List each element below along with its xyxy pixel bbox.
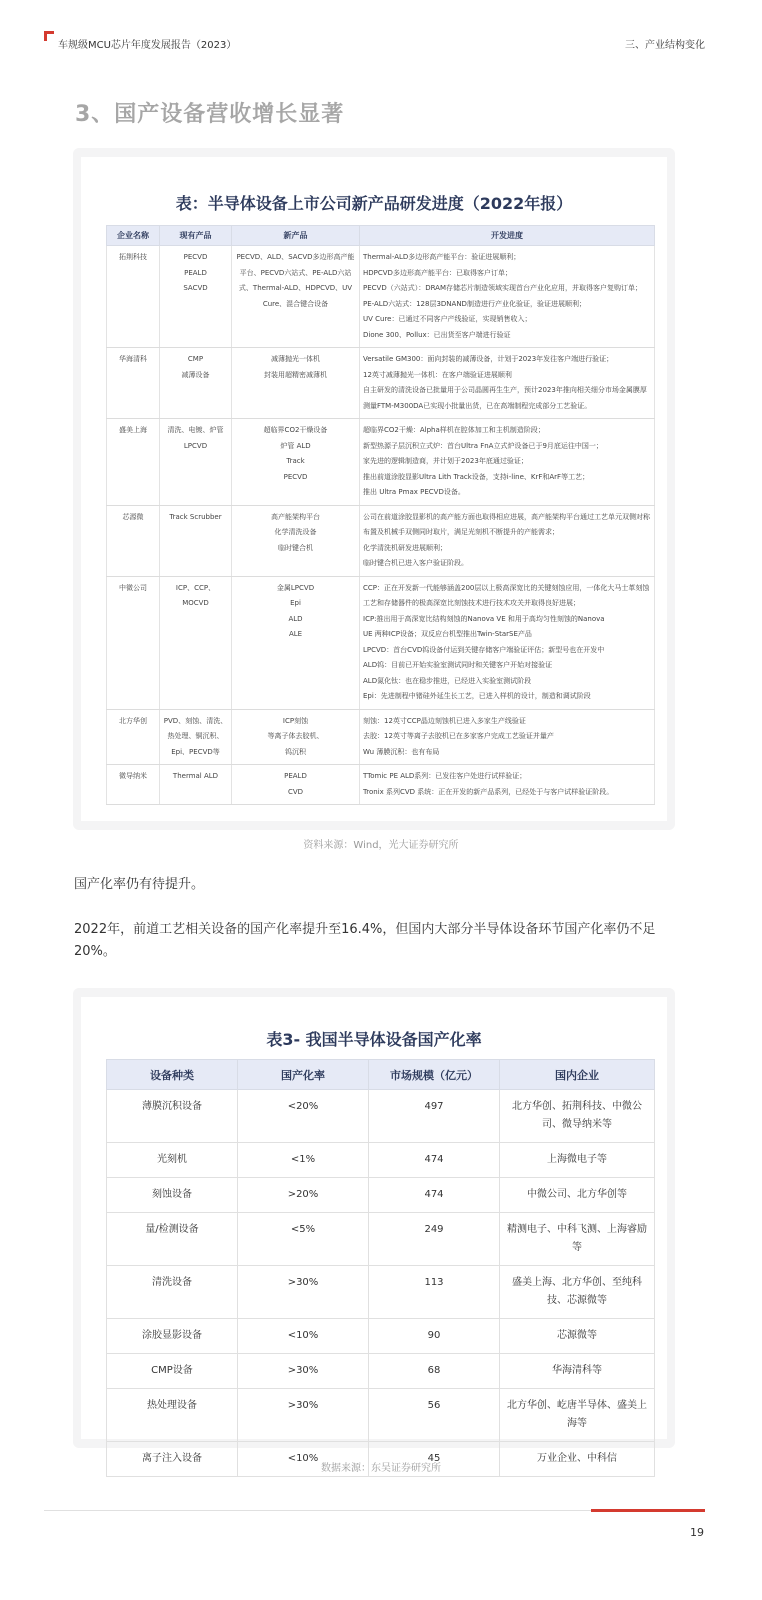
table1-panel xyxy=(81,157,667,821)
table3-card xyxy=(73,988,675,1464)
progress-line: ALD氮化钛：也在稳步推进，已经进入实验室测试阶段 xyxy=(363,676,532,685)
progress-line: UV Cure：已通过不同客户产线验证，实现销售收入； xyxy=(363,315,532,323)
equipment-type-cell: 热处理设备 xyxy=(107,1389,238,1442)
table3-col-rate: 国产化率 xyxy=(238,1060,369,1090)
new-product: Track xyxy=(286,457,305,465)
existing-product: 清洗、电镀、炉管LPCVD xyxy=(167,426,224,450)
progress-line: Versatile GM300：面向封装的减薄设备，计划于2023年发往客户端进行验证； xyxy=(363,355,614,363)
new-product: ALE xyxy=(288,630,303,638)
localization-rate-cell: <20% xyxy=(238,1090,369,1143)
table1-header-row xyxy=(107,226,655,246)
market-size-cell: 68 xyxy=(369,1354,500,1389)
market-size-cell: 45 xyxy=(369,1442,500,1477)
domestic-companies-cell: 华海清科等 xyxy=(500,1354,655,1389)
table1-title: 表：半导体设备上市公司新产品研发进度（2022年报） xyxy=(175,194,573,213)
existing-product: CMP xyxy=(187,355,204,363)
table-row xyxy=(107,1389,655,1442)
progress-line: 自主研发的清洗设备已批量用于公司晶圆再生生产，预计2023年推向相关细分市场金属膜厚测量FTM-M300DA已实现小批量出货，已在高端制程完成部分工艺验证。 xyxy=(363,386,647,410)
progress-line: 推出前道涂胶显影Ultra Lith Track设备，支持i-line、KrF和ArF等工艺； xyxy=(363,472,590,481)
existing-products-cell xyxy=(160,246,232,348)
table3-source: 数据来源：东吴证券研究所 xyxy=(321,1463,441,1474)
equipment-type-cell: 薄膜沉积设备 xyxy=(107,1090,238,1143)
equipment-type-cell: 涂胶显影设备 xyxy=(107,1319,238,1354)
company-name: 微导纳米 xyxy=(119,772,147,780)
company-cell xyxy=(107,246,160,348)
new-product: 封装用超精密减薄机 xyxy=(264,370,327,379)
page-number: 19 xyxy=(690,1526,704,1539)
new-products-cell xyxy=(232,348,360,419)
new-product: PECVD、ALD、SACVD多边形高产能平台、PECVD六站式、PE-ALD六站式、Thermal-ALD、HDPCVD、UV Cure、混合键合设备 xyxy=(236,253,355,308)
progress-line: ALD钨：目前已开始实验室测试同时和关键客户开始对接验证 xyxy=(363,661,553,669)
table-row xyxy=(107,1213,655,1266)
table1-col-existing: 现有产品 xyxy=(160,226,232,246)
market-size-cell: 474 xyxy=(369,1178,500,1213)
market-size-cell: 113 xyxy=(369,1266,500,1319)
company-name: 北方华创 xyxy=(119,716,147,725)
table1-col-new: 新产品 xyxy=(232,226,360,246)
company-cell xyxy=(107,709,160,765)
company-name: 拓荆科技 xyxy=(119,253,147,261)
header-corner-mark xyxy=(44,31,54,41)
existing-product: PVD、刻蚀、清洗、热处理、铜沉积、Epi、PECVD等 xyxy=(163,716,228,756)
page-header xyxy=(44,28,705,50)
progress-line: 临时键合机已进入客户验证阶段。 xyxy=(363,559,468,567)
table1-col-progress: 开发进度 xyxy=(360,226,655,246)
progress-line: 超临界CO2干燥：Alpha样机在腔体加工和主机制造阶段； xyxy=(363,426,545,434)
market-size-cell: 497 xyxy=(369,1090,500,1143)
table3-header-row xyxy=(107,1060,655,1090)
table1-source: 资料来源：Wind，光大证券研究所 xyxy=(303,840,459,851)
market-size-cell: 90 xyxy=(369,1319,500,1354)
table3-col-companies: 国内企业 xyxy=(500,1060,655,1090)
localization-rate-cell: >30% xyxy=(238,1354,369,1389)
progress-cell xyxy=(360,765,655,805)
market-size-cell: 474 xyxy=(369,1143,500,1178)
new-product: PEALD xyxy=(284,772,307,780)
new-product: 超临界CO2干燥设备 xyxy=(263,426,328,434)
progress-line: 推出 Ultra Pmax PECVD设备。 xyxy=(363,488,465,496)
new-products-cell xyxy=(232,505,360,576)
domestic-companies-cell: 盛美上海、北方华创、至纯科技、芯源微等 xyxy=(500,1266,655,1319)
table3 xyxy=(106,1059,655,1477)
existing-product: SACVD xyxy=(183,284,208,292)
company-cell xyxy=(107,348,160,419)
progress-line: 刻蚀：12英寸CCP晶边刻蚀机已进入多家生产线验证 xyxy=(363,716,526,725)
new-products-cell xyxy=(232,419,360,506)
table-row xyxy=(107,419,655,506)
new-product: 高产能架构平台 xyxy=(271,512,320,521)
existing-product: PECVD xyxy=(183,253,208,261)
new-product: 钨沉积 xyxy=(285,747,306,756)
progress-line: TTomic PE ALD系列：已发往客户处进行试样验证； xyxy=(363,772,527,780)
progress-cell xyxy=(360,246,655,348)
table-row xyxy=(107,1178,655,1213)
company-cell xyxy=(107,419,160,506)
table-row xyxy=(107,505,655,576)
new-products-cell xyxy=(232,709,360,765)
new-product: 化学清洗设备 xyxy=(274,528,317,536)
progress-line: Dione 300、Pollux：已出货至客户端进行验证 xyxy=(363,330,511,339)
existing-product: PEALD xyxy=(184,268,207,277)
table-row xyxy=(107,1319,655,1354)
section-title: 3、国产设备营收增长显著 xyxy=(75,102,345,127)
equipment-type-cell: 刻蚀设备 xyxy=(107,1178,238,1213)
progress-line: 家先进的逻辑制造商，并计划于2023年底通过验证； xyxy=(363,457,528,465)
existing-products-cell xyxy=(160,505,232,576)
new-product: 炉管 ALD xyxy=(280,441,311,450)
new-products-cell xyxy=(232,765,360,805)
domestic-companies-cell: 芯源微等 xyxy=(500,1319,655,1354)
table-row xyxy=(107,246,655,348)
table-row xyxy=(107,348,655,419)
progress-line: 去胶：12英寸等离子去胶机已在多家客户完成工艺验证并量产 xyxy=(363,732,554,740)
progress-line: LPCVD：首台CVD钨设备付运到关键存储客户端验证评估；新型号也在开发中 xyxy=(363,645,605,654)
table-row xyxy=(107,576,655,709)
company-cell xyxy=(107,765,160,805)
domestic-companies-cell: 中微公司、北方华创等 xyxy=(500,1178,655,1213)
progress-line: HDPCVD多边形高产能平台：已取得客户订单； xyxy=(363,268,512,277)
new-product: ALD xyxy=(288,614,303,623)
paragraph-1: 国产化率仍有待提升。 xyxy=(74,877,205,892)
new-product: ICP刻蚀 xyxy=(282,716,309,725)
company-name: 华海清科 xyxy=(119,355,147,363)
company-name: 中微公司 xyxy=(119,583,147,592)
company-name: 芯源微 xyxy=(122,512,144,521)
new-products-cell xyxy=(232,246,360,348)
existing-products-cell xyxy=(160,576,232,709)
new-product: PECVD xyxy=(283,472,308,481)
progress-line: 新型热源子层沉积立式炉：首台Ultra FnA立式炉设备已于9月底运往中国一； xyxy=(363,441,603,450)
chapter-title: 三、产业结构变化 xyxy=(625,40,705,51)
progress-line: Wu 薄膜沉积：也有布局 xyxy=(363,747,440,756)
report-title: 车规级MCU芯片年度发展报告（2023） xyxy=(58,40,237,51)
progress-cell xyxy=(360,419,655,506)
progress-line: 化学清洗机研发进展顺利； xyxy=(363,543,447,552)
progress-line: PECVD（六站式）：DRAM存储芯片制造领域实现首台产业化应用，并取得客户复购订单； xyxy=(363,284,643,292)
table-row xyxy=(107,709,655,765)
new-products-cell xyxy=(232,576,360,709)
new-product: 临时键合机 xyxy=(278,543,313,552)
equipment-type-cell: 光刻机 xyxy=(107,1143,238,1178)
paragraph-2: 2022年，前道工艺相关设备的国产化率提升至16.4%，但国内大部分半导体设备环节国产化率仍不足20%。 xyxy=(74,922,656,959)
table-row xyxy=(107,1266,655,1319)
company-name: 盛美上海 xyxy=(119,426,147,434)
market-size-cell: 56 xyxy=(369,1389,500,1442)
existing-products-cell xyxy=(160,765,232,805)
progress-cell xyxy=(360,505,655,576)
equipment-type-cell: CMP设备 xyxy=(107,1354,238,1389)
domestic-companies-cell: 精测电子、中科飞测、上海睿励等 xyxy=(500,1213,655,1266)
localization-rate-cell: >30% xyxy=(238,1266,369,1319)
progress-cell xyxy=(360,348,655,419)
company-cell xyxy=(107,576,160,709)
market-size-cell: 249 xyxy=(369,1213,500,1266)
localization-rate-cell: >20% xyxy=(238,1178,369,1213)
new-product: Epi xyxy=(290,599,301,607)
domestic-companies-cell: 万业企业、中科信 xyxy=(500,1442,655,1477)
table-row xyxy=(107,1354,655,1389)
table-row xyxy=(107,1090,655,1143)
table1-card xyxy=(73,148,675,830)
progress-line: 12英寸减薄抛光一体机：在客户端验证进展顺利 xyxy=(363,370,512,379)
progress-line: CCP：正在开发新一代能够涵盖200层以上极高深宽比的关键刻蚀应用，一体化大马士革刻蚀工艺和存储器件的极高深宽比刻蚀技术进行技术攻关并取得良好进展； xyxy=(363,583,650,607)
domestic-companies-cell: 北方华创、屹唐半导体、盛美上海等 xyxy=(500,1389,655,1442)
domestic-companies-cell: 上海微电子等 xyxy=(500,1143,655,1178)
progress-cell xyxy=(360,576,655,709)
equipment-type-cell: 离子注入设备 xyxy=(107,1442,238,1477)
progress-line: ICP:推出用于高深宽比结构刻蚀的Nanova VE 和用于高均匀性刻蚀的Nanova xyxy=(363,614,605,623)
domestic-companies-cell: 北方华创、拓荆科技、中微公司、微导纳米等 xyxy=(500,1090,655,1143)
localization-rate-cell: <10% xyxy=(238,1319,369,1354)
table1 xyxy=(106,225,655,805)
localization-rate-cell: <10% xyxy=(238,1442,369,1477)
table3-col-market: 市场规模（亿元） xyxy=(369,1060,500,1090)
table1-col-company: 企业名称 xyxy=(107,226,160,246)
existing-products-cell xyxy=(160,419,232,506)
existing-products-cell xyxy=(160,348,232,419)
footer-accent-bar xyxy=(591,1509,705,1512)
new-product: 金属LPCVD xyxy=(276,583,315,592)
equipment-type-cell: 清洗设备 xyxy=(107,1266,238,1319)
existing-product: ICP、CCP、MOCVD xyxy=(175,583,216,607)
new-product: 减薄抛光一体机 xyxy=(271,355,320,363)
progress-line: Thermal-ALD多边形高产能平台：验证进展顺利； xyxy=(363,253,521,261)
progress-line: Tronix 系列CVD 系统：正在开发的新产品系列，已经处于与客户试样验证阶段。 xyxy=(363,787,614,796)
table3-title: 表3- 我国半导体设备国产化率 xyxy=(266,1030,482,1049)
progress-line: 公司在前道涂胶显影机的高产能方面也取得相应进展，高产能架构平台通过工艺单元双侧对称布置及机械手双侧同时取片，满足光刻机不断提升的产能需求； xyxy=(363,512,650,536)
existing-products-cell xyxy=(160,709,232,765)
progress-line: Epi：先进制程中锗硅外延生长工艺，已进入样机的设计，制造和调试阶段 xyxy=(363,692,591,700)
table-row xyxy=(107,765,655,805)
new-product: 等离子体去胶机、 xyxy=(267,732,324,740)
localization-rate-cell: >30% xyxy=(238,1389,369,1442)
new-product: CVD xyxy=(287,787,304,796)
table3-panel xyxy=(81,997,667,1464)
progress-line: UE 两种ICP设备；双反应台机型推出Twin-StarSE产品 xyxy=(363,630,532,638)
existing-product: Track Scrubber xyxy=(169,512,222,521)
localization-rate-cell: <1% xyxy=(238,1143,369,1178)
equipment-type-cell: 量/检测设备 xyxy=(107,1213,238,1266)
existing-product: 减薄设备 xyxy=(181,370,210,379)
company-cell xyxy=(107,505,160,576)
table3-col-type: 设备种类 xyxy=(107,1060,238,1090)
progress-cell xyxy=(360,709,655,765)
localization-rate-cell: <5% xyxy=(238,1213,369,1266)
existing-product: Thermal ALD xyxy=(172,772,219,780)
table-row xyxy=(107,1143,655,1178)
progress-line: PE-ALD六站式：128层3DNAND制造进行产业化验证，验证进展顺利； xyxy=(363,299,586,308)
